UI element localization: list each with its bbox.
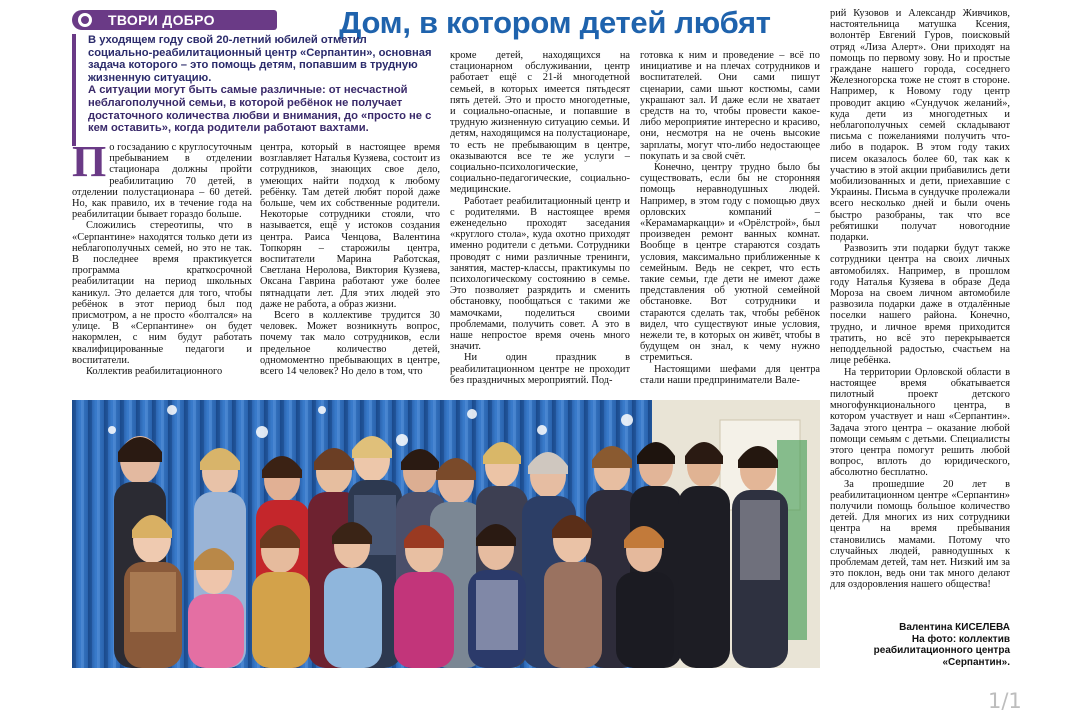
text-column-5 <box>830 8 1010 620</box>
photo-caption-line-2: реабилитационного центра <box>873 645 1010 657</box>
column-5-paragraph-1: рий Кузовов и Александр Живчиков, настоятельница матушка Ксения, волонтёр Евгений Гуров, поисковый отряд «Лиза Алерт». Они приходят на помощь по первому зову. Но и простые граждане нашего города, соседнего Железногорска тоже не стоят в стороне. Например, к Новому году центр проводит акцию «Сундучок желаний», куда дети из многодетных и неблагополучных семей складывают письма с пожеланиями получить что-либо в подарок. В этом году таких писем оказалось более 60, так как к участию в этой акции прибавились дети мобилизованных и дети, приехавшие с Украины. Письма в сундучке пролежали всего несколько дней и были очень быстро разобраны, так что все ребятишки получат новогодние подарки. <box>830 8 1010 244</box>
rubric-label: ТВОРИ ДОБРО <box>108 12 215 28</box>
column-3-paragraph-2: Работает реабилитационный центр и с родителями. В настоящее время еженедельно проходят заседания «круглого стола», куда охотно приходят именно родители с детьми. Сотрудники проводят с ними различные тренинги, занятия, мастер-классы, практикумы по психологическому состоянию в семье. Это позволяет разрядить и сменить обстановку, пообщаться с такими же мамочками, поделиться своими проблемами, получить совет. А это в наше непростое время очень много значит. <box>450 195 630 353</box>
column-4-paragraph-1: готовка к ним и проведение – всё по инициативе и на плечах сотрудников и воспитателей. Они сами пишут сценарии, сами шьют костюмы, сами украшают зал. И даже если не хватает средств на то, чтобы провести какое-либо мероприятие интересно и красиво, они, несмотря на не очень высокие зарплаты, могут что-либо недостающее покупать и за свой счёт. <box>640 50 820 162</box>
column-3-paragraph-1: кроме детей, находящихся на стационарном обслуживании, центр работает ещё с 21-й многодетной семьей, в которых имеется пятьдесят пять детей. Это и просто многодетные, и социально-опасные, и попавшие в трудную жизненную ситуацию семьи. И детям, находящимся на полустационаре, то есть не пребывающим в центре, оказываются все те же услуги – социально-психологические, социально-педагогические, социально-медицинские. <box>450 50 630 196</box>
rubric-dot-icon <box>78 13 92 27</box>
text-column-4 <box>640 50 820 398</box>
column-5-paragraph-3: На территории Орловской области в настоящее время обкатывается пилотный проект детского многофункционального центра, в котором участвует и наш «Серпантин». Задача этого центра – оказание любой помощи семьям с детьми. Специалисты этого центра помогут решить любой вопрос, вплоть до юридического, абсолютно бесплатно. <box>830 366 1010 479</box>
column-5-paragraph-4: За прошедшие 20 лет в реабилитационном центре «Серпантин» получили помощь большое количество детей. Для многих из них сотрудники центра на время пребывания становились мамами. Потому что случайных людей, равнодушных к проблемам детей, там нет. Низкий им за это поклон, ведь они так много делают для оздоровления нашего общества! <box>830 478 1010 591</box>
rubric-badge <box>72 10 277 30</box>
text-column-3 <box>450 50 630 398</box>
column-1-paragraph-1 <box>72 142 252 220</box>
column-2-paragraph-1: центра, который в настоящее время возглавляет Наталья Кузяева, состоит из сотрудников, знающих свое дело, умеющих найти подход к любому ребёнку. Там детей любят порой даже больше, чем их собственные родители. Некоторые сотрудники стояли, что называется, ещё у истоков создания центра. Раиса Ченцова, Валентина Топкорян – старожилы центра, воспитатели Марина Работская, Светлана Неролова, Виктория Кузяева, Оксана Гаврина работают уже более пятнадцати лет. Для этих людей это даже не работа, а образ жизни. <box>260 142 440 310</box>
article-lead <box>72 34 432 146</box>
article-headline: Дом, в котором детей любят <box>339 5 771 40</box>
column-3-paragraph-3: Ни один праздник в реабилитационном центре не проходит без праздничных мероприятий. Под- <box>450 352 630 386</box>
byline <box>850 622 1010 668</box>
column-5-paragraph-2: Развозить эти подарки будут также сотрудники центра на своих личных автомобилях. Например, в прошлом году Наталья Кузяева в образе Деда Мороза на своем личном автомобиле развозила подарки даже в отдалённые поселки нашего района. Конечно, трудно, и личное время приходится тратить, но всё это перекрывается неподдельной радостью, счастьем на лице ребёнка. <box>830 243 1010 367</box>
column-2-paragraph-2: Всего в коллективе трудится 30 человек. Может возникнуть вопрос, почему так мало сотрудников, если предельное количество детей, одномоментно пребывающих в центре, всего 14 человек? Но дело в том, что <box>260 310 440 378</box>
column-1-paragraph-2: Сложились стереотипы, что в «Серпантине» находятся только дети из неблагополучных семей, но это не так. В последнее время практикуется программа краткосрочной реабилитации на период школьных каникул. Это делается для того, чтобы ребёнок в этот период был под присмотром, а не просто «болтался» на улице. В «Серпантине» он будет накормлен, с ним будут работать квалифицированные педагоги и воспитатели. <box>72 220 252 366</box>
column-4-paragraph-2: Конечно, центру трудно было бы существовать, если бы не сторонняя помощь неравнодушных людей. Например, в этом году с помощью двух орловских компаний – «Керамамаркацци» и «Орёлстрой», был произведен ремонт ванных комнат. Вообще в центре стараются создать условия, максимально приближенные к семейным. Ведь не секрет, что есть такие семьи, где дети не имеют даже представления об уютной семейной обстановке. Вот сотрудники и стараются сделать так, чтобы ребёнок видел, что существуют иные условия, нежели те, в которых он живёт, чтобы в будущем он знал, к чему нужно стремиться. <box>640 162 820 364</box>
column-4-paragraph-3: Настоящими шефами для центра стали наши предприниматели Вале- <box>640 363 820 386</box>
text-column-1 <box>72 142 252 398</box>
column-1-paragraph-3: Коллектив реабилитационного <box>86 366 223 378</box>
lead-paragraph-2: А ситуации могут быть самые различные: от несчастной неблагополучной семьи, в которой ребёнок не получает достаточного количества любви и внимания, до «просто не с кем оставить», когда родители работают вахтами. <box>88 84 432 135</box>
photo-caption-line-1: На фото: коллектив <box>911 633 1010 645</box>
author-name: Валентина КИСЕЛЕВА <box>899 622 1010 633</box>
column-1-paragraph-1-text: о госзаданию с круглосуточным пребыванием в отделении стационара должны пройти реабилитацию 70 детей, в отделении полустационара – 60 детей. Но, как правило, их в течение года на реабилитации бывает гораздо больше. <box>72 142 252 221</box>
photo-caption-line-3: «Серпантин». <box>942 656 1010 668</box>
lead-paragraph-1: В уходящем году свой 20-летний юбилей отметил социально-реабилитационный центр «Серпантин», основная задача которого – это помощь детям, попавшим в трудную жизненную ситуацию. <box>88 34 432 84</box>
group-photo <box>72 400 820 668</box>
text-column-2 <box>260 142 440 398</box>
drop-cap: П <box>72 142 107 186</box>
page-counter: 1/1 <box>988 689 1022 713</box>
group-photo-illustration <box>72 400 820 668</box>
